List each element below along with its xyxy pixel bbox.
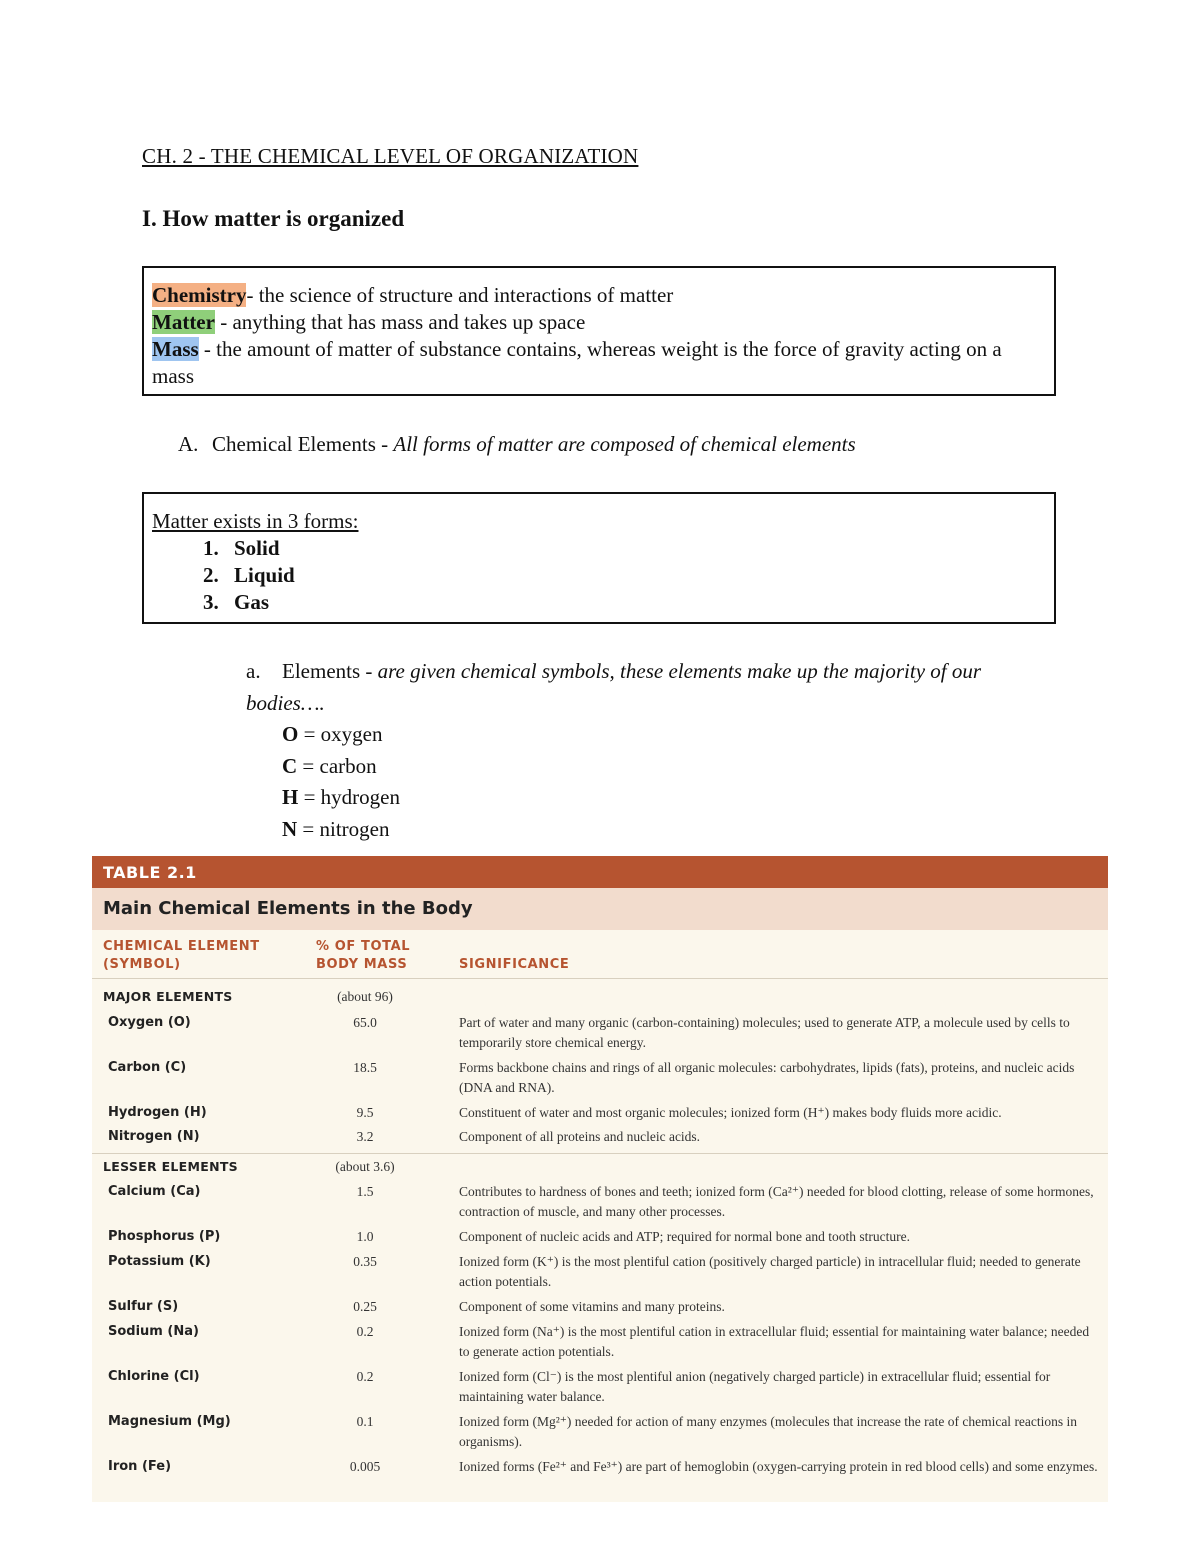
symbol: N xyxy=(282,816,298,841)
list-item: 3. Gas xyxy=(224,589,1046,616)
list-item: 1. Solid xyxy=(224,535,1046,562)
cell-percent: 0.35 xyxy=(353,1254,377,1269)
cell-percent: 65.0 xyxy=(353,1015,377,1030)
cell-element: Oxygen (O) xyxy=(108,1015,191,1030)
definition-mass xyxy=(152,336,1046,390)
header-line: CHEMICAL ELEMENT xyxy=(103,939,260,954)
definitions-box xyxy=(142,266,1056,396)
cell-significance: Forms backbone chains and rings of all organic molecules: carbohydrates, lipids (fats), proteins, and nucleic acids (DNA and RNA). xyxy=(459,1060,1075,1095)
cell-element: Nitrogen (N) xyxy=(108,1129,200,1144)
definition-matter xyxy=(152,309,1046,336)
symbol: O xyxy=(282,722,299,746)
cell-element: Iron (Fe) xyxy=(108,1459,172,1474)
symbol: C xyxy=(282,753,298,778)
symbol-name: = oxygen xyxy=(298,722,383,746)
cell-significance: Ionized forms (Fe²⁺ and Fe³⁺) are part of hemoglobin (oxygen-carrying protein in red blood cells) and some enzymes. xyxy=(459,1459,1098,1474)
subsection-text: Chemical Elements - xyxy=(212,432,394,456)
cell-percent: (about 3.6) xyxy=(335,1159,395,1174)
symbol-name: = nitrogen xyxy=(297,816,390,841)
forms-heading: Matter exists in 3 forms: xyxy=(152,509,359,533)
elements-table xyxy=(92,856,1108,1502)
cell-significance: Ionized form (K⁺) is the most plentiful cation (positively charged particle) in intracellular fluid; needed to generate action potentials. xyxy=(459,1254,1081,1289)
definition-chemistry xyxy=(152,282,1046,309)
symbol: H xyxy=(282,785,299,809)
page-title: CH. 2 - THE CHEMICAL LEVEL OF ORGANIZATION xyxy=(142,144,639,168)
header-line: BODY MASS xyxy=(316,957,408,972)
cell-significance: Component of some vitamins and many proteins. xyxy=(459,1299,725,1314)
subsection-text: Elements - xyxy=(282,659,378,683)
symbol-name: = hydrogen xyxy=(298,785,401,809)
cell-element: Phosphorus (P) xyxy=(108,1229,221,1244)
symbol-line xyxy=(246,782,1046,814)
subsection-label: a. xyxy=(246,659,261,683)
cell-element: Calcium (Ca) xyxy=(108,1184,201,1199)
cell-significance: Ionized form (Na⁺) is the most plentiful cation in extracellular fluid; essential for maintaining water balance; needed to generate action potentials. xyxy=(459,1324,1090,1359)
cell-element: Sodium (Na) xyxy=(108,1324,199,1339)
cell-percent: 0.25 xyxy=(353,1299,377,1314)
list-item: 2. Liquid xyxy=(224,562,1046,589)
cell-element: Carbon (C) xyxy=(108,1060,187,1075)
symbol-line xyxy=(246,719,1046,751)
header-line: % OF TOTAL xyxy=(316,939,411,954)
cell-significance: Component of all proteins and nucleic acids. xyxy=(459,1129,701,1144)
subsection-a xyxy=(178,432,856,457)
cell-percent: 0.2 xyxy=(356,1369,374,1384)
term-mass: Mass xyxy=(152,337,199,361)
cell-element: LESSER ELEMENTS xyxy=(103,1159,238,1174)
subsection-label: A. xyxy=(178,432,199,456)
term-chemistry: Chemistry xyxy=(152,283,247,307)
cell-percent: (about 96) xyxy=(337,989,393,1004)
forms-list xyxy=(152,535,1046,616)
cell-significance: Constituent of water and most organic molecules; ionized form (H⁺) makes body fluids more acidic. xyxy=(459,1105,1002,1120)
divider xyxy=(92,978,1108,979)
subsection-italic: All forms of matter are composed of chemical elements xyxy=(393,432,856,456)
definition-text: - the amount of matter of substance contains, whereas weight is the force of gravity acting on a mass xyxy=(152,337,1002,388)
cell-significance: Ionized form (Cl⁻) is the most plentiful anion (negatively charged particle) in extracellular fluid; essential for maintaining water balance. xyxy=(459,1369,1051,1404)
cell-element: Chlorine (Cl) xyxy=(108,1369,200,1384)
symbol-line xyxy=(246,751,1046,783)
cell-percent: 0.1 xyxy=(356,1414,374,1429)
cell-significance: Component of nucleic acids and ATP; required for normal bone and tooth structure. xyxy=(459,1229,911,1244)
header-line: (SYMBOL) xyxy=(103,957,181,972)
forms-box xyxy=(142,492,1056,624)
cell-percent: 0.005 xyxy=(349,1459,381,1474)
symbol-line xyxy=(246,814,1046,846)
subsection-small-a xyxy=(246,656,1046,845)
symbol-name: = carbon xyxy=(297,753,377,778)
cell-element: Sulfur (S) xyxy=(108,1299,179,1314)
cell-percent: 3.2 xyxy=(356,1129,374,1144)
divider xyxy=(92,1153,1108,1154)
definition-text: - anything that has mass and takes up space xyxy=(214,310,586,334)
subsection-italic: are given chemical symbols, these elements make up the majority of our bodies…. xyxy=(246,659,982,715)
cell-element: Hydrogen (H) xyxy=(108,1105,207,1120)
table-title: Main Chemical Elements in the Body xyxy=(92,888,1108,930)
cell-percent: 0.2 xyxy=(356,1324,374,1339)
cell-significance: Ionized form (Mg²⁺) needed for action of many enzymes (molecules that increase the rate of chemical reactions in organisms). xyxy=(459,1414,1078,1449)
table-column-headers xyxy=(92,938,1108,978)
column-header-significance: SIGNIFICANCE xyxy=(459,957,570,972)
cell-percent: 9.5 xyxy=(356,1105,374,1120)
column-header-element xyxy=(103,938,260,974)
cell-significance: Contributes to hardness of bones and teeth; ionized form (Ca²⁺) needed for blood clotting, release of some hormones, contraction of muscle, and many other processes. xyxy=(459,1184,1094,1219)
cell-percent: 18.5 xyxy=(353,1060,377,1075)
table-label: TABLE 2.1 xyxy=(92,856,1108,888)
cell-percent: 1.5 xyxy=(356,1184,374,1199)
term-matter: Matter xyxy=(152,310,215,334)
cell-element: MAJOR ELEMENTS xyxy=(103,989,233,1004)
cell-element: Potassium (K) xyxy=(108,1254,211,1269)
cell-percent: 1.0 xyxy=(356,1229,374,1244)
definition-text: - the science of structure and interactions of matter xyxy=(246,283,674,307)
section-heading: I. How matter is organized xyxy=(142,206,405,231)
cell-element: Magnesium (Mg) xyxy=(108,1414,231,1429)
column-header-percent xyxy=(316,938,410,974)
cell-significance: Part of water and many organic (carbon-containing) molecules; used to generate ATP, a molecule used by cells to temporarily store chemical energy. xyxy=(459,1015,1070,1050)
